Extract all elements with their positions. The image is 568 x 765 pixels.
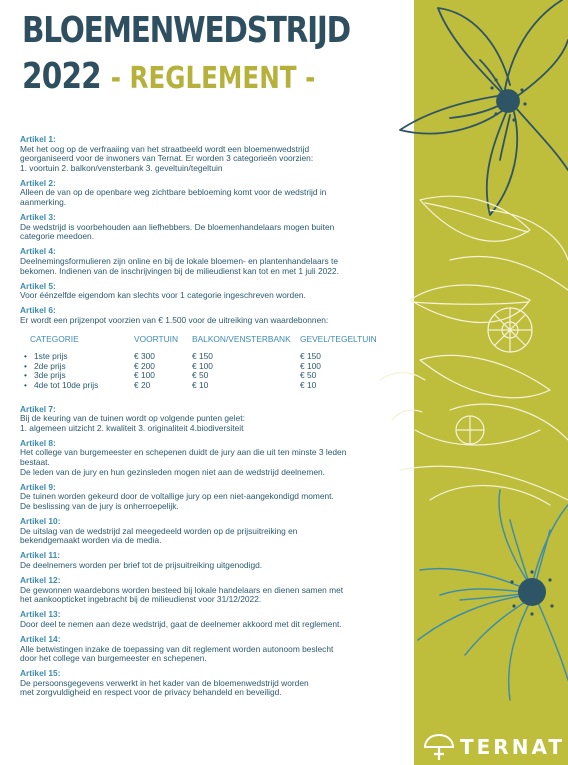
prize-table — [20, 335, 410, 391]
article — [20, 282, 410, 301]
article — [20, 135, 410, 173]
prize-amount: € 100 — [192, 360, 213, 371]
ternat-logo-icon — [422, 732, 456, 762]
bullet-icon: • — [24, 379, 27, 390]
col-balkon: BALKON/VENSTERBANK — [192, 333, 291, 344]
article-title: Artikel 11: — [20, 550, 61, 561]
article-title: Artikel 15: — [20, 668, 61, 679]
prize-row — [20, 362, 410, 372]
page-subtitle — [22, 56, 315, 97]
article-text: Deelnemingsformulieren zijn online en bij de lokale bloemen- en plantenhandelaars te — [20, 256, 338, 267]
prize-amount: € 150 — [300, 351, 321, 362]
article-title: Artikel 12: — [20, 574, 61, 585]
article-text: georganiseerd voor de inwoners van Ternat. Er worden 3 categorieën voorzien: — [20, 153, 314, 164]
article — [20, 551, 410, 570]
prize-amount: € 50 — [300, 370, 317, 381]
article — [20, 405, 410, 434]
article-text: De wedstrijd is voorbehouden aan liefhebbers. De bloemenhandelaars mogen buiten — [20, 221, 335, 232]
prize-rank-label: 2de prijs — [34, 360, 66, 371]
prize-amount: € 200 — [134, 360, 155, 371]
article-text: het aankoopticket ingebracht bij de milieudienst voor 31/12/2022. — [20, 594, 262, 605]
col-voortuin: VOORTUIN — [134, 333, 179, 344]
article-title: Artikel 10: — [20, 516, 61, 526]
col-gevel: GEVEL/TEGELTUIN — [300, 333, 377, 344]
article-text: Alleen de van op de openbare weg zichtbare bebloeming komt voor de wedstrijd in — [20, 187, 327, 198]
article-title: Artikel 5: — [20, 280, 56, 291]
article-text: De tuinen worden gekeurd door de voltallige jury op een niet-aangekondigd moment. — [20, 491, 334, 502]
article-text: met zorgvuldigheid en respect voor de privacy behandeld en beveiligd. — [20, 687, 282, 698]
prize-amount: € 20 — [134, 379, 151, 390]
prize-rank-label: 1ste prijs — [34, 351, 68, 362]
article — [20, 306, 410, 325]
article-text: De leden van de jury en hun gezinsleden mogen niet aan de wedstrijd deelnemen. — [20, 466, 325, 477]
article-text: 1. algemeen uitzicht 2. kwaliteit 3. originaliteit 4.biodiversiteit — [20, 422, 244, 433]
prize-rank-label: 3de prijs — [34, 370, 66, 381]
article — [20, 669, 410, 698]
prize-amount: € 10 — [300, 379, 317, 390]
prize-rank — [20, 381, 134, 391]
regulation-body — [20, 135, 410, 704]
title-year: 2022 — [22, 56, 101, 97]
bullet-icon: • — [24, 370, 27, 381]
article-text: De deelnemers worden per brief tot de prijsuitreiking uitgenodigd. — [20, 559, 263, 570]
article — [20, 483, 410, 512]
article-text: Alle betwistingen inzake de toepassing van dit reglement worden autonoom beslecht — [20, 643, 334, 654]
article-title: Artikel 8: — [20, 437, 56, 448]
article-text: Er wordt een prijzenpot voorzien van € 1.500 voor de uitreiking van waardebonnen: — [20, 315, 329, 325]
article — [20, 213, 410, 242]
ternat-logo — [422, 732, 565, 762]
article — [20, 576, 410, 605]
col-categorie: CATEGORIE — [30, 333, 79, 344]
prize-amount: € 300 — [134, 351, 155, 362]
article-text: bekendgemaakt worden via de media. — [20, 535, 162, 546]
article-text: categorie meedoen. — [20, 231, 95, 242]
prize-table-header — [20, 335, 410, 345]
article-text: door het college van burgemeester en schepenen. — [20, 653, 207, 664]
bullet-icon: • — [24, 351, 27, 362]
article-text: De beslissing van de jury is onherroepelijk. — [20, 500, 179, 511]
article-text: De uitslag van de wedstrijd zal meegedeeld worden op de prijsuitreiking en — [20, 525, 298, 536]
article-title: Artikel 2: — [20, 177, 56, 188]
prize-amount: € 100 — [300, 360, 321, 371]
title-reglement: - REGLEMENT - — [110, 61, 316, 96]
article-title: Artikel 7: — [20, 403, 56, 414]
article-text: bekomen. Indienen van de inschrijvingen bij de milieudienst kan tot en met 1 juli 2022. — [20, 265, 339, 276]
prize-rank-label: 4de tot 10de prijs — [34, 379, 99, 390]
article — [20, 635, 410, 664]
article-text: Door deel te nemen aan deze wedstrijd, gaat de deelnemer akkoord met dit reglement. — [20, 618, 342, 629]
logo-text: TERNAT — [460, 735, 566, 759]
article-title: Artikel 3: — [20, 212, 56, 223]
article — [20, 517, 410, 546]
article-text: Met het oog op de verfraaiing van het straatbeeld wordt een bloemenwedstrijd — [20, 143, 310, 154]
article-text: De gewonnen waardebons worden besteed bij lokale handelaars en dienen samen met — [20, 584, 344, 595]
article-title: Artikel 13: — [20, 609, 61, 620]
article — [20, 247, 410, 276]
article-text: aanmerking. — [20, 197, 67, 208]
bullet-icon: • — [24, 360, 27, 371]
page-title: BLOEMENWEDSTRIJD — [22, 10, 350, 51]
prize-amount: € 150 — [192, 351, 213, 362]
article-text: Bij de keuring van de tuinen wordt op volgende punten gelet: — [20, 413, 245, 424]
prize-row — [20, 352, 410, 362]
article-title: Artikel 9: — [20, 481, 56, 492]
article-title: Artikel 14: — [20, 633, 61, 644]
article-text: 1. voortuin 2. balkon/vensterbank 3. geveltuin/tegeltuin — [20, 162, 223, 173]
article-title: Artikel 4: — [20, 246, 56, 257]
prize-amount: € 50 — [192, 370, 209, 381]
articles-before-prizes — [20, 135, 410, 326]
article — [20, 610, 410, 629]
prize-amount: € 10 — [192, 379, 209, 390]
article — [20, 439, 410, 477]
article-text: Voor éénzelfde eigendom kan slechts voor 1 categorie ingeschreven worden. — [20, 290, 306, 301]
prize-row — [20, 381, 410, 391]
article-text: bestaat. — [20, 457, 50, 468]
article-title: Artikel 6: — [20, 305, 56, 316]
prize-rows — [20, 352, 410, 390]
articles-after-prizes — [20, 405, 410, 698]
article — [20, 179, 410, 208]
article-text: Het college van burgemeester en schepenen duidt de jury aan die uit ten minste 3 leden — [20, 447, 347, 458]
article-title: Artikel 1: — [20, 134, 56, 144]
prize-amount: € 100 — [134, 370, 155, 381]
article-text: De persoonsgegevens verwerkt in het kader van de bloemenwedstrijd worden — [20, 677, 309, 688]
